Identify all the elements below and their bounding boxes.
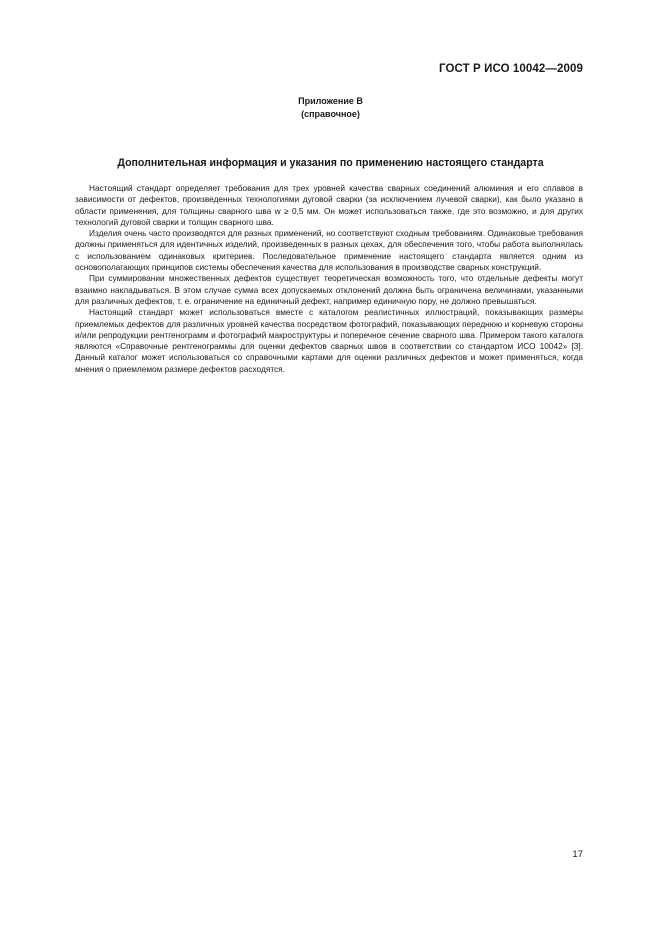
paragraph: Изделия очень часто производятся для разных применений, но соответствуют сходным требованиям. Одинаковые требования должны применяться для идентичных изделий, произведенных в разных цехах, для обеспечения того, чтобы работа выполнялась с использованием одинаковых критериев. Последовательное применение настоящего стандарта является одним из основополагающих принципов системы обеспечения качества для использования в производстве сварных конструкций.: [75, 228, 583, 273]
body-text: [75, 183, 583, 375]
section-title: Дополнительная информация и указания по применению настоящего стандарта: [117, 157, 544, 169]
appendix-subtitle: (справочное): [301, 108, 360, 119]
document-code: ГОСТ Р ИСО 10042—2009: [438, 63, 583, 75]
paragraph: Настоящий стандарт может использоваться вместе с каталогом реалистичных иллюстраций, показывающих размеры приемлемых дефектов для различных уровней качества посредством фотографий, показывающих переднюю и корневую стороны и/или репродукции рентгенограмм и фотографий макроструктуры и поперечное сечение сварного шва. Примером такого каталога являются «Справочные рентгенограммы для оценки дефектов сварных швов в соответствии со стандартом ИСО 10042» [3]. Данный каталог может использоваться со справочными картами для оценки различных дефектов и может применяться, когда мнения о приемлемом размере дефектов расходятся.: [75, 307, 583, 374]
paragraph: При суммировании множественных дефектов существует теоретическая возможность того, что отдельные дефекты могут взаимно накладываться. В этом случае сумма всех допускаемых отклонений должна быть ограничена величинами, указанными для различных дефектов, т. е. ограничение на единичный дефект, например единичную пору, не должно превышаться.: [75, 273, 583, 306]
page-number: 17: [572, 849, 583, 860]
paragraph: Настоящий стандарт определяет требования для трех уровней качества сварных соединений алюминия и его сплавов в зависимости от дефектов, произведенных технологиями дуговой сварки (за исключением лучевой сварки), как было указано в области применения, для толщины сварного шва w ≥ 0,5 мм. Он может использоваться также, где это возможно, и для других технологий дуговой сварки и толщин сварного шва.: [75, 183, 583, 227]
appendix-title: Приложение В: [298, 96, 363, 106]
appendix-heading: [0, 95, 661, 120]
